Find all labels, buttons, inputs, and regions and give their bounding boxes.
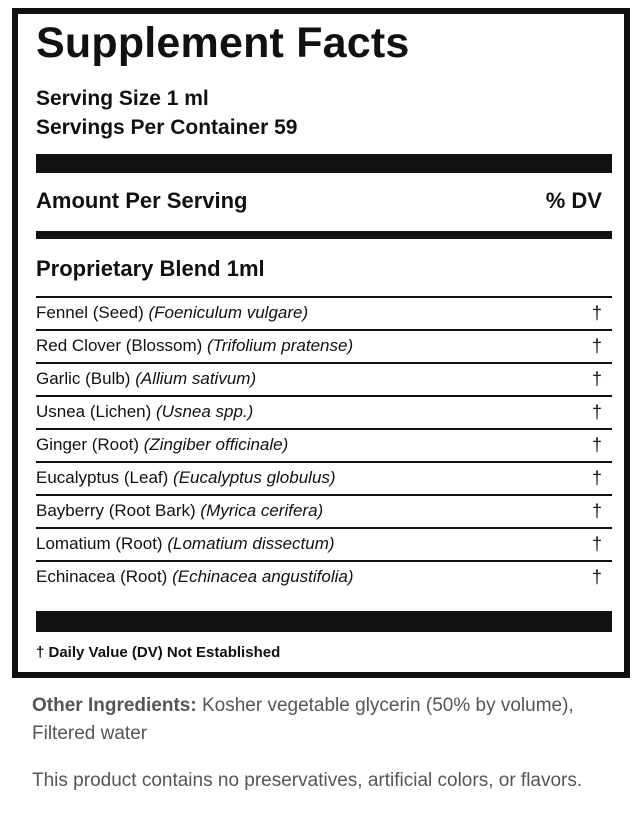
- ingredient-row: [36, 296, 612, 329]
- ingredient-row: [36, 329, 612, 362]
- ingredient-row: [36, 428, 612, 461]
- ingredient-common-name: Fennel (Seed): [36, 303, 144, 322]
- ingredient-common-name: Red Clover (Blossom): [36, 336, 203, 355]
- ingredient-common-name: Lomatium (Root): [36, 534, 163, 553]
- ingredient-row: [36, 494, 612, 527]
- ingredient-common-name: Bayberry (Root Bark): [36, 501, 196, 520]
- ingredient-latin-name: (Zingiber officinale): [143, 435, 289, 454]
- amount-per-serving-label: Amount Per Serving: [36, 188, 248, 213]
- dagger-mark: †: [591, 501, 602, 521]
- ingredient-common-name: Garlic (Bulb): [36, 369, 131, 388]
- ingredient-row: [36, 527, 612, 560]
- other-ingredients-label: Other Ingredients:: [32, 695, 197, 716]
- ingredient-common-name: Echinacea (Root): [36, 567, 168, 586]
- preservatives-disclaimer: This product contains no preservatives, artificial colors, or flavors.: [32, 770, 583, 791]
- ingredient-latin-name: (Myrica cerifera): [200, 501, 324, 520]
- ingredient-latin-name: (Eucalyptus globulus): [173, 468, 336, 487]
- medium-divider: [36, 231, 612, 239]
- dagger-mark: †: [591, 567, 602, 587]
- panel-title: Supplement Facts: [36, 19, 410, 67]
- dv-header: % DV: [545, 188, 602, 213]
- supplement-facts-panel: [12, 8, 630, 678]
- amount-header-row: [36, 188, 602, 214]
- thick-divider-bottom: [36, 611, 612, 632]
- dagger-mark: †: [591, 369, 602, 389]
- other-ingredients: [32, 692, 612, 748]
- ingredient-row: [36, 395, 612, 428]
- dagger-mark: †: [591, 435, 602, 455]
- ingredient-row: [36, 362, 612, 395]
- ingredient-latin-name: (Echinacea angustifolia): [172, 567, 354, 586]
- ingredient-latin-name: (Allium sativum): [135, 369, 257, 388]
- thick-divider-top: [36, 154, 612, 173]
- dagger-mark: †: [591, 402, 602, 422]
- ingredient-latin-name: (Usnea spp.): [156, 402, 254, 421]
- dagger-mark: †: [591, 336, 602, 356]
- ingredient-latin-name: (Foeniculum vulgare): [148, 303, 309, 322]
- dagger-mark: †: [591, 468, 602, 488]
- other-ingredients-text: Kosher vegetable glycerin (50% by volume), Filtered water: [32, 695, 574, 744]
- ingredient-common-name: Ginger (Root): [36, 435, 139, 454]
- dv-footnote: † Daily Value (DV) Not Established: [36, 644, 281, 661]
- dagger-mark: †: [591, 303, 602, 323]
- servings-per-container: Servings Per Container 59: [36, 116, 298, 139]
- dagger-mark: †: [591, 534, 602, 554]
- ingredient-row: [36, 461, 612, 494]
- ingredient-latin-name: (Lomatium dissectum): [167, 534, 335, 553]
- ingredient-common-name: Usnea (Lichen): [36, 402, 152, 421]
- blend-title: Proprietary Blend 1ml: [36, 256, 265, 281]
- ingredient-latin-name: (Trifolium pratense): [207, 336, 354, 355]
- ingredient-list: [36, 296, 612, 593]
- ingredient-common-name: Eucalyptus (Leaf): [36, 468, 169, 487]
- ingredient-row: [36, 560, 612, 593]
- serving-size: Serving Size 1 ml: [36, 87, 209, 110]
